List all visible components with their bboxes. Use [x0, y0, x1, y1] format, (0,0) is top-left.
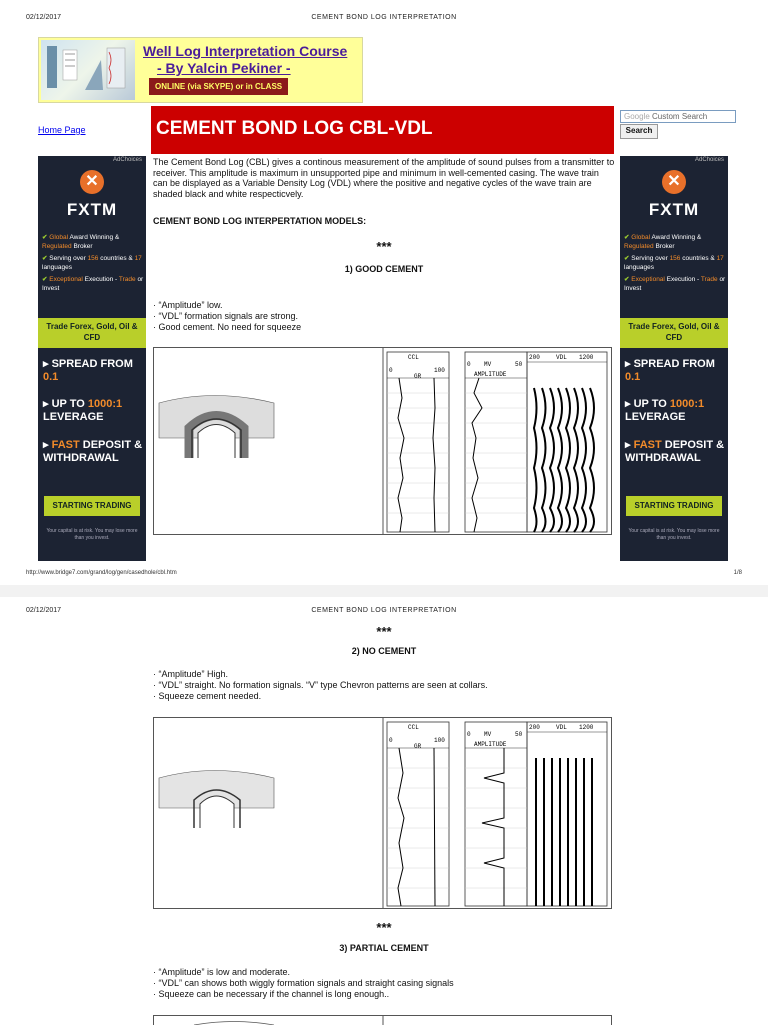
- search-button[interactable]: Search: [620, 124, 658, 139]
- page-date: 02/12/2017: [26, 14, 62, 21]
- page-title: CEMENT BOND LOG INTERPRETATION: [311, 14, 457, 21]
- section-title-partial: 3) PARTIAL CEMENT: [339, 943, 429, 953]
- page-heading: CEMENT BOND LOG CBL-VDL: [156, 118, 433, 139]
- mv-label: MV: [484, 361, 492, 368]
- adchoices-label[interactable]: AdChoices: [112, 157, 142, 163]
- ad-brand: FXTM: [648, 200, 700, 219]
- list-item: · “VDL” can shows both wiggly formation signals and straight casing signals: [153, 978, 454, 988]
- good-cement-diagram: [154, 348, 611, 534]
- mv-label: MV: [484, 731, 492, 738]
- vdl-min: 200: [529, 724, 540, 731]
- ccl-label: CCL: [408, 354, 419, 361]
- ccl-label: CCL: [408, 724, 419, 731]
- google-label: Google: [624, 112, 650, 121]
- course-banner[interactable]: [38, 37, 363, 103]
- page-separator: [0, 585, 768, 597]
- right-ad[interactable]: [620, 156, 728, 561]
- search-input[interactable]: [620, 110, 736, 123]
- mv-min: 0: [467, 361, 471, 368]
- list-item: · “VDL” straight. No formation signals. “V” type Chevron patterns are seen at collars.: [153, 680, 488, 690]
- list-item: · “Amplitude” low.: [153, 300, 223, 310]
- page-url[interactable]: http://www.bridge7.com/grand/log/gen/casedhole/cbl.htm: [26, 570, 177, 576]
- ad-risk-warning: Your capital is at risk. You may lose more than you invest.: [46, 528, 138, 541]
- ad-leverage: ▸ UP TO 1000:1 LEVERAGE: [625, 398, 705, 423]
- ad-spread: ▸ SPREAD FROM 0.1: [625, 358, 715, 383]
- ad-fast: ▸ FAST DEPOSIT & WITHDRAWAL: [43, 439, 143, 464]
- gr-label: GR: [414, 373, 422, 380]
- banner-mode-badge[interactable]: ONLINE (via SKYPE) or in CLASS: [149, 78, 288, 95]
- list-item: · “Amplitude” High.: [153, 669, 229, 679]
- no-cement-list: [153, 669, 488, 702]
- ad-spread: ▸ SPREAD FROM 0.1: [43, 358, 133, 383]
- list-item: · “Amplitude” is low and moderate.: [153, 967, 291, 977]
- ad-fast: ▸ FAST DEPOSIT & WITHDRAWAL: [625, 439, 725, 464]
- adchoices-label[interactable]: AdChoices: [694, 157, 724, 163]
- banner-illustration: [41, 40, 135, 100]
- no-cement-figure: [153, 717, 612, 909]
- vdl-max: 1200: [579, 354, 594, 361]
- gr-min: 0: [389, 737, 393, 744]
- ad-cta-button[interactable]: STARTING TRADING: [44, 496, 140, 516]
- mv-min: 0: [467, 731, 471, 738]
- section-title-no-cement: 2) NO CEMENT: [351, 646, 417, 656]
- page-date: 02/12/2017: [26, 607, 62, 614]
- ad-cta-button[interactable]: STARTING TRADING: [626, 496, 722, 516]
- gr-max: 100: [434, 367, 445, 374]
- banner-author[interactable]: - By Yalcin Pekiner -: [157, 60, 291, 76]
- banner-course-title[interactable]: Well Log Interpretation Course: [143, 43, 348, 59]
- vdl-label: VDL: [556, 724, 567, 731]
- section-separator: ***: [376, 624, 392, 639]
- no-cement-diagram: [154, 718, 611, 908]
- section-separator: ***: [376, 920, 392, 935]
- amplitude-label: AMPLITUDE: [474, 741, 507, 748]
- ad-trade-banner: Trade Forex, Gold, Oil & CFD: [38, 318, 146, 348]
- list-item: · Squeeze cement needed.: [153, 691, 262, 701]
- fxtm-logo-icon: ✕: [662, 170, 686, 194]
- page-number: 1/8: [733, 570, 742, 576]
- ad-leverage: ▸ UP TO 1000:1 LEVERAGE: [43, 398, 123, 423]
- page-heading-box: [151, 106, 614, 154]
- home-page-link[interactable]: Home Page: [38, 125, 86, 135]
- gr-max: 100: [434, 737, 445, 744]
- ad-brand: FXTM: [66, 200, 118, 219]
- gr-label: GR: [414, 743, 422, 750]
- models-heading: CEMENT BOND LOG INTERPERTATION MODELS:: [153, 216, 367, 226]
- mv-max: 50: [515, 731, 523, 738]
- ad-bullets: ✔ Global Award Winning & Regulated Broker ✔ Serving over 156 countries & 17 languages ✔ Exceptional Execution - Trade or Invest: [624, 234, 726, 292]
- page-title: CEMENT BOND LOG INTERPRETATION: [311, 607, 457, 614]
- left-ad[interactable]: [38, 156, 146, 561]
- ad-trade-banner: Trade Forex, Gold, Oil & CFD: [620, 318, 728, 348]
- good-cement-list: [153, 300, 301, 333]
- list-item: · Squeeze can be necessary if the channel is long enough..: [153, 989, 390, 999]
- good-cement-figure: [153, 347, 612, 535]
- search-placeholder: Custom Search: [652, 112, 708, 121]
- vdl-min: 200: [529, 354, 540, 361]
- vdl-label: VDL: [556, 354, 567, 361]
- banner-image: [41, 40, 135, 100]
- ad-bullets: ✔ Global Award Winning & Regulated Broker ✔ Serving over 156 countries & 17 languages ✔ Exceptional Execution - Trade or Invest: [42, 234, 144, 292]
- intro-paragraph: The Cement Bond Log (CBL) gives a continous measurement of the amplitude of sound pulses from a transmitter to receiver. This amplitude is maximum in unsupported pipe and minimum in well-cemented casing. The wave train can be displayed as a Variable Density Log (VDL) where the positive and negative cycles of the wave train are shaded black and white respecticvely.: [153, 157, 615, 199]
- section-title-good: 1) GOOD CEMENT: [344, 264, 424, 274]
- ad-risk-warning: Your capital is at risk. You may lose more than you invest.: [628, 528, 720, 541]
- fxtm-logo-icon: ✕: [80, 170, 104, 194]
- section-separator: ***: [376, 239, 392, 254]
- list-item: · Good cement. No need for squeeze: [153, 322, 302, 332]
- gr-min: 0: [389, 367, 393, 374]
- amplitude-label: AMPLITUDE: [474, 371, 507, 378]
- partial-cement-list: [153, 967, 454, 1000]
- mv-max: 50: [515, 361, 523, 368]
- list-item: · “VDL” formation signals are strong.: [153, 311, 299, 321]
- vdl-max: 1200: [579, 724, 594, 731]
